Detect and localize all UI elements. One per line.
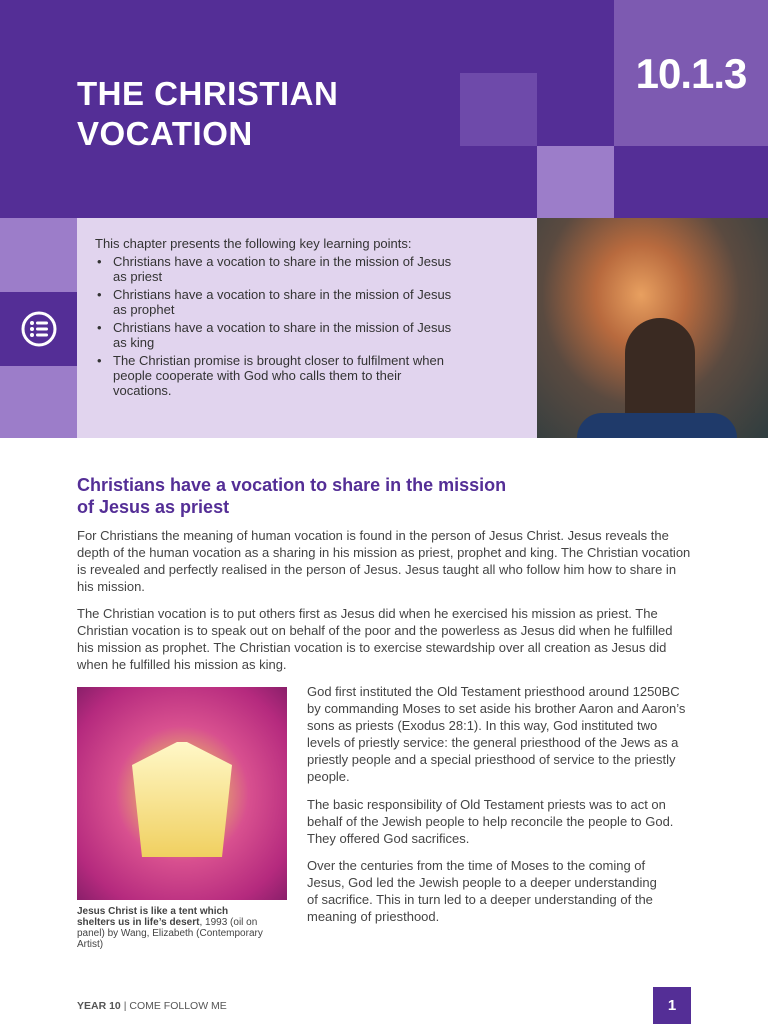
learning-points-box bbox=[77, 218, 537, 438]
section-number: 10.1.3 bbox=[635, 50, 747, 97]
paragraph: The basic responsibility of Old Testament priests was to act on behalf of the Jewish people to help reconcile the people to God. They offered God sacrifices. bbox=[307, 797, 674, 846]
paragraph: Over the centuries from the time of Moses to the coming of Jesus, God led the Jewish people to a deeper understanding of sacrifice. This in turn led to a deeper understanding of the meaning of priesthood. bbox=[307, 858, 657, 924]
decor-square bbox=[537, 146, 614, 218]
church-photo bbox=[537, 218, 768, 438]
paragraph: For Christians the meaning of human vocation is found in the person of Jesus Christ. Jesus reveals the depth of the human vocation as a sharing in his mission as priest, prophet and king. The Christian vocation is revealed and perfectly realised in the person of Jesus. Jesus taught all who follow him how to share in his mission. bbox=[77, 528, 691, 594]
painting-image bbox=[77, 687, 287, 900]
figure-tent bbox=[132, 742, 232, 857]
decor-square bbox=[460, 73, 537, 146]
paragraph: God first instituted the Old Testament priesthood around 1250BC by commanding Moses to set aside his brother Aaron and Aaron’s sons as priests (Exodus 28:1). In this way, God instituted two levels of priestly service: the general priesthood of the Jews as a priestly people and a special priesthood of service to the priestly people. bbox=[307, 684, 686, 784]
learning-point: • Christians have a vocation to share in the mission of Jesus as prophet bbox=[95, 287, 455, 317]
shoulders bbox=[577, 413, 737, 438]
learning-point: • Christians have a vocation to share in the mission of Jesus as priest bbox=[95, 254, 455, 284]
learning-point: • The Christian promise is brought closer to fulfilment when people cooperate with God who calls them to their vocations. bbox=[95, 353, 455, 398]
page-title: THE CHRISTIAN VOCATION bbox=[77, 75, 339, 152]
learning-points-lead: This chapter presents the following key learning points: bbox=[95, 236, 412, 251]
page-number: 1 bbox=[653, 987, 691, 1024]
image-caption: Jesus Christ is like a tent which shelters us in life’s desert, 1993 (oil on panel) by Wang, Elizabeth (Contemporary Artist) bbox=[77, 906, 263, 950]
learning-points-badge bbox=[0, 292, 77, 366]
paragraph: The Christian vocation is to put others first as Jesus did when he exercised his mission as priest. The Christian vocation is to speak out on behalf of the poor and the powerless as Jesus did when he fulfilled his mission as prophet. The Christian vocation is to exercise stewardship over all creation as Jesus did when he fulfilled his mission as king. bbox=[77, 606, 673, 672]
list-icon bbox=[21, 311, 57, 347]
section-heading: Christians have a vocation to share in the mission of Jesus as priest bbox=[77, 475, 507, 517]
learning-point: • Christians have a vocation to share in the mission of Jesus as king bbox=[95, 320, 455, 350]
decor-square bbox=[0, 218, 77, 292]
footer: YEAR 10 | COME FOLLOW ME bbox=[77, 1000, 227, 1012]
decor-square bbox=[0, 366, 77, 438]
